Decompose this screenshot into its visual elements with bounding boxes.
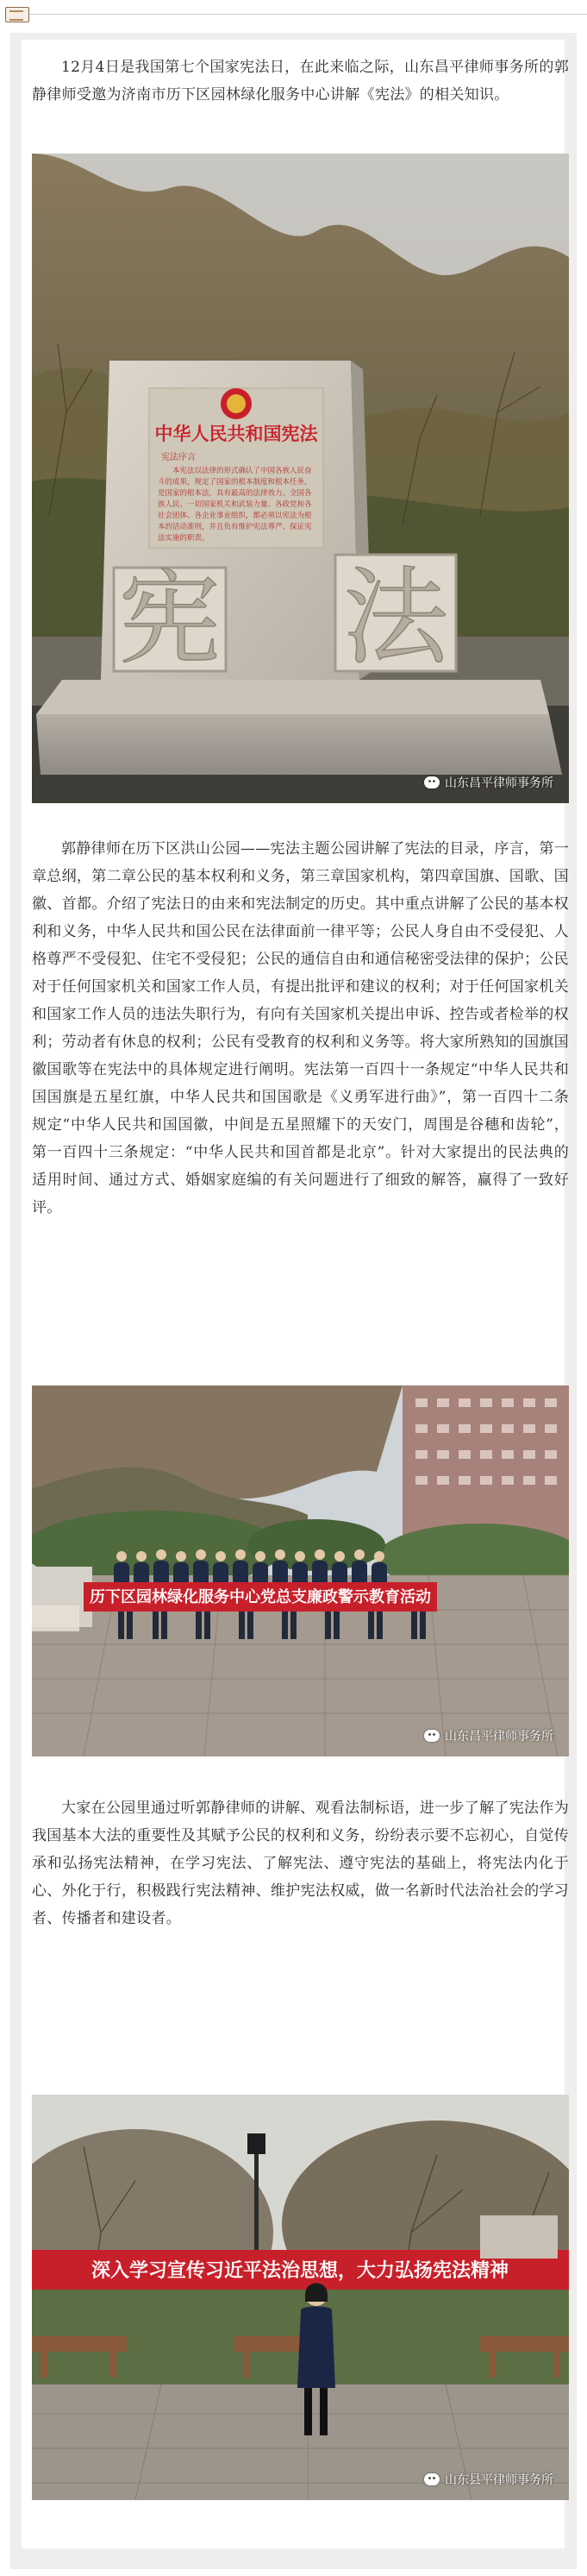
monument-char-2: 法 bbox=[343, 556, 448, 679]
photo-constitution-monument bbox=[32, 154, 569, 803]
wechat-icon bbox=[424, 1730, 440, 1742]
photo-group-banner bbox=[32, 1385, 569, 1756]
group-scene bbox=[32, 1385, 569, 1756]
monument-subtitle: 宪法序言 bbox=[161, 453, 196, 462]
paragraph-lecture: 郭静律师在历下区洪山公园——宪法主题公园讲解了宪法的目录，序言，第一章总纲，第二章公民的基本权利和义务，第三章国家机构，第四章国旗、国歌、国徽、首都。介绍了宪法日的由来和宪法制定的历史。其中重点讲解了公民的基本权利和义务，中华人民共和国公民在法律面前一律平等；公民人身自由不受侵犯、人格尊严不受侵犯、住宅不受侵犯；公民的通信自由和通信秘密受法律的保护；公民对于任何国家机关和国家工作人员，有提出批评和建议的权利；对于任何国家机关和国家工作人员的违法失职行为，有向有关国家机关提出申诉、控告或者检举的权利；劳动者有休息的权利；公民有受教育的权利和义务等。将大家所熟知的国旗国徽国歌等在宪法中的具体规定进行阐明。宪法第一百四十一条规定“中华人民共和国国旗是五星红旗，中华人民共和国国歌是《义勇军进行曲》”，第一百四十二条规定“中华人民共和国国徽，中间是五星照耀下的天安门，周围是谷穗和齿轮”，第一百四十三条规定：“中华人民共和国首都是北京”。针对大家提出的民法典的适用时间、通过方式、婚姻家庭编的有关问题进行了细致的解答，赢得了一致好评。 bbox=[32, 840, 569, 1216]
banner-text: 历下区园林绿化服务中心党总支廉政警示教育活动 bbox=[90, 1588, 431, 1606]
top-divider bbox=[29, 14, 587, 15]
site-logo bbox=[5, 7, 29, 22]
monument-char-1: 宪 bbox=[118, 559, 222, 678]
photo-watermark bbox=[424, 2471, 553, 2488]
wechat-icon bbox=[424, 2473, 440, 2485]
lawyer-scene bbox=[32, 2095, 569, 2500]
watermark-text: 山东昌平律师事务所 bbox=[445, 1730, 553, 1744]
top-bar bbox=[0, 0, 587, 29]
photo-watermark bbox=[424, 774, 553, 791]
monument-scene bbox=[32, 154, 569, 803]
watermark-text: 山东昌平律师事务所 bbox=[445, 776, 553, 790]
wechat-icon bbox=[424, 776, 440, 789]
photo-watermark bbox=[424, 1727, 553, 1744]
monument-title: 中华人民共和国宪法 bbox=[154, 423, 318, 444]
watermark-text: 山东县平律师事务所 bbox=[445, 2473, 553, 2487]
slogan-banner-text: 深入学习宣传习近平法治思想，大力弘扬宪法精神 bbox=[91, 2260, 509, 2282]
photo-lawyer-banner bbox=[32, 2095, 569, 2500]
paragraph-conclusion: 大家在公园里通过听郭静律师的讲解、观看法制标语，进一步了解了宪法作为我国基本大法的重要性及其赋予公民的权利和义务，纷纷表示要不忘初心，自觉传承和弘扬宪法精神，在学习宪法、了解宪法、遵守宪法的基础上，将宪法内化于心、外化于行，积极践行宪法精神、维护宪法权威，做一名新时代法治社会的学习者、传播者和建设者。 bbox=[32, 1800, 569, 1927]
paragraph-intro: 12月4日是我国第七个国家宪法日，在此来临之际，山东昌平律师事务所的郭静律师受邀为济南市历下区园林绿化服务中心讲解《宪法》的相关知识。 bbox=[32, 59, 569, 104]
monument-body: 本宪法以法律的形式确认了中国各族人民奋斗的成果，规定了国家的根本制度和根本任务，是国家的根本法，具有最高的法律效力。全国各族人民、一切国家机关和武装力量、各政党和各社会团体、各企业事业组织，都必须以宪法为根本的活动准则，并且负有维护宪法尊严、保证宪法实施的职责。 bbox=[158, 467, 312, 543]
